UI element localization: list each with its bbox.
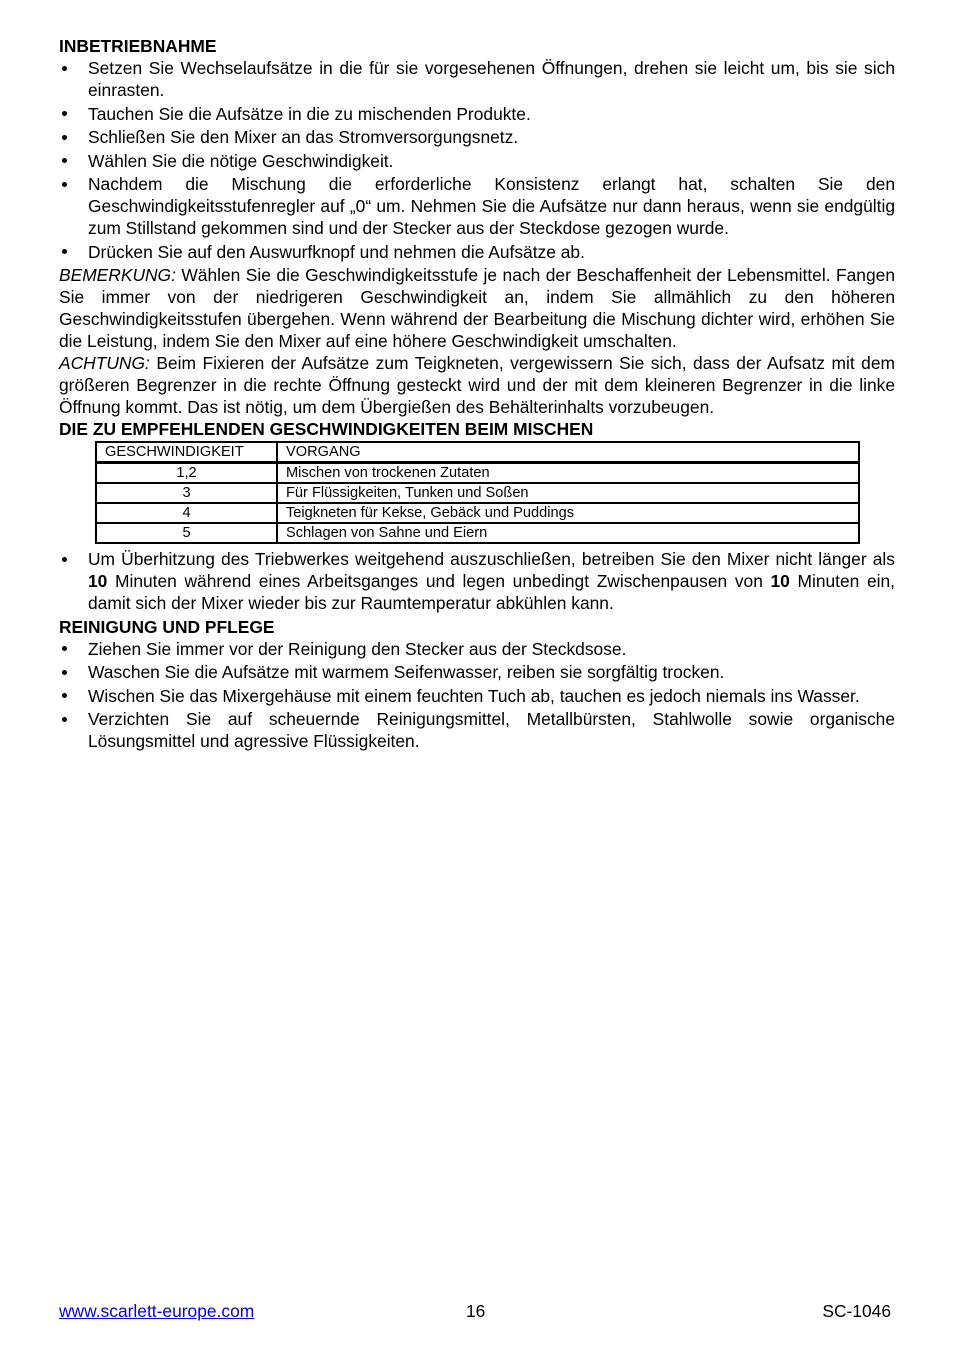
note-paragraph [59, 264, 895, 352]
list-item: Tauchen Sie die Aufsätze in die zu mischenden Produkte. [59, 103, 895, 125]
website-link[interactable]: www.scarlett-europe.com [59, 1301, 255, 1321]
table-row [96, 483, 859, 503]
list-item: Drücken Sie auf den Auswurfknopf und nehmen die Aufsätze ab. [59, 241, 895, 263]
speed-cell: 1,2 [96, 463, 277, 484]
process-cell: Für Flüssigkeiten, Tunken und Soßen [277, 483, 859, 503]
care-heading: REINIGUNG UND PFLEGE [59, 616, 275, 637]
list-item: Waschen Sie die Aufsätze mit warmem Seifenwasser, reiben sie sorgfältig trocken. [59, 661, 895, 683]
speed-cell: 4 [96, 503, 277, 523]
speed-cell: 3 [96, 483, 277, 503]
speeds-heading: DIE ZU EMPFEHLENDEN GESCHWINDIGKEITEN BEIM MISCHEN [59, 419, 594, 439]
table-header-cell: GESCHWINDIGKEIT [96, 442, 277, 463]
speed-table [95, 441, 860, 544]
page-number: 16 [466, 1301, 486, 1321]
manual-page-content [59, 35, 895, 754]
overheat-list [59, 548, 895, 614]
list-item: Verzichten Sie auf scheuernde Reinigungsmittel, Metallbürsten, Stahlwolle sowie organische Lösungsmittel und agressive Flüssigkeiten. [59, 708, 895, 752]
overheat-text: Minuten während eines Arbeitsganges und legen unbedingt Zwischenpausen von [107, 571, 771, 591]
overheat-text: Minuten ein, damit sich der Mixer wieder bis zur Raumtemperatur abkühlen kann. [88, 571, 896, 613]
list-item: Wählen Sie die nötige Geschwindigkeit. [59, 150, 895, 172]
setup-heading: INBETRIEBNAHME [59, 36, 217, 56]
process-cell: Mischen von trockenen Zutaten [277, 463, 859, 484]
setup-list [59, 57, 895, 263]
speed-cell: 5 [96, 523, 277, 543]
warning-text: Beim Fixieren der Aufsätze zum Teigkneten, vergewissern Sie sich, dass der Aufsatz mit dem größeren Begrenzer in die rechte Öffnung gesteckt wird und der mit dem kleineren Begrenzer in die linke Öffnung kommt. Das ist nötig, um dem Übergießen des Behälterinhalts vorzubeugen. [59, 353, 895, 417]
minutes-value: 10 [88, 571, 108, 591]
list-item: Setzen Sie Wechselaufsätze in die für sie vorgesehenen Öffnungen, drehen sie leicht um, bis sie sich einrasten. [59, 57, 895, 101]
list-item: Nachdem die Mischung die erforderliche Konsistenz erlangt hat, schalten Sie den Geschwindigkeitsstufenregler auf „0“ um. Nehmen Sie die Aufsätze nur dann heraus, wenn sie endgültig zum Stillstand gekommen sind und der Stecker aus der Steckdose gezogen wurde. [59, 173, 895, 239]
list-item: Schließen Sie den Mixer an das Stromversorgungsnetz. [59, 126, 895, 148]
note-label: BEMERKUNG: [59, 265, 176, 285]
care-list [59, 638, 895, 753]
model-number: SC-1046 [822, 1301, 891, 1321]
warning-paragraph [59, 352, 895, 418]
overheat-text: Um Überhitzung des Triebwerkes weitgehend auszuschließen, betreiben Sie den Mixer nicht länger als [88, 549, 895, 569]
table-row [96, 523, 859, 543]
list-item: Wischen Sie das Mixergehäuse mit einem feuchten Tuch ab, tauchen es jedoch niemals ins Wasser. [59, 685, 895, 707]
table-header-row [96, 442, 859, 463]
minutes-value: 10 [770, 571, 790, 591]
list-item: Ziehen Sie immer vor der Reinigung den Stecker aus der Steckdsose. [59, 638, 895, 660]
note-text: Wählen Sie die Geschwindigkeitsstufe je nach der Beschaffenheit der Lebensmittel. Fangen Sie immer von der niedrigeren Geschwindigkeit an, indem Sie allmählich zu den höheren Geschwindigkeitsstufen übergehen. Wenn während der Bearbeitung die Mischung dichter wird, erhöhen Sie die Leistung, indem Sie den Mixer auf eine höhere Geschwindigkeit umschalten. [59, 265, 895, 351]
page-footer [59, 1300, 891, 1322]
process-cell: Schlagen von Sahne und Eiern [277, 523, 859, 543]
table-row [96, 503, 859, 523]
table-header-cell: VORGANG [277, 442, 859, 463]
table-row [96, 463, 859, 484]
list-item [59, 548, 895, 614]
warning-label: ACHTUNG: [59, 353, 150, 373]
process-cell: Teigkneten für Kekse, Gebäck und Puddings [277, 503, 859, 523]
